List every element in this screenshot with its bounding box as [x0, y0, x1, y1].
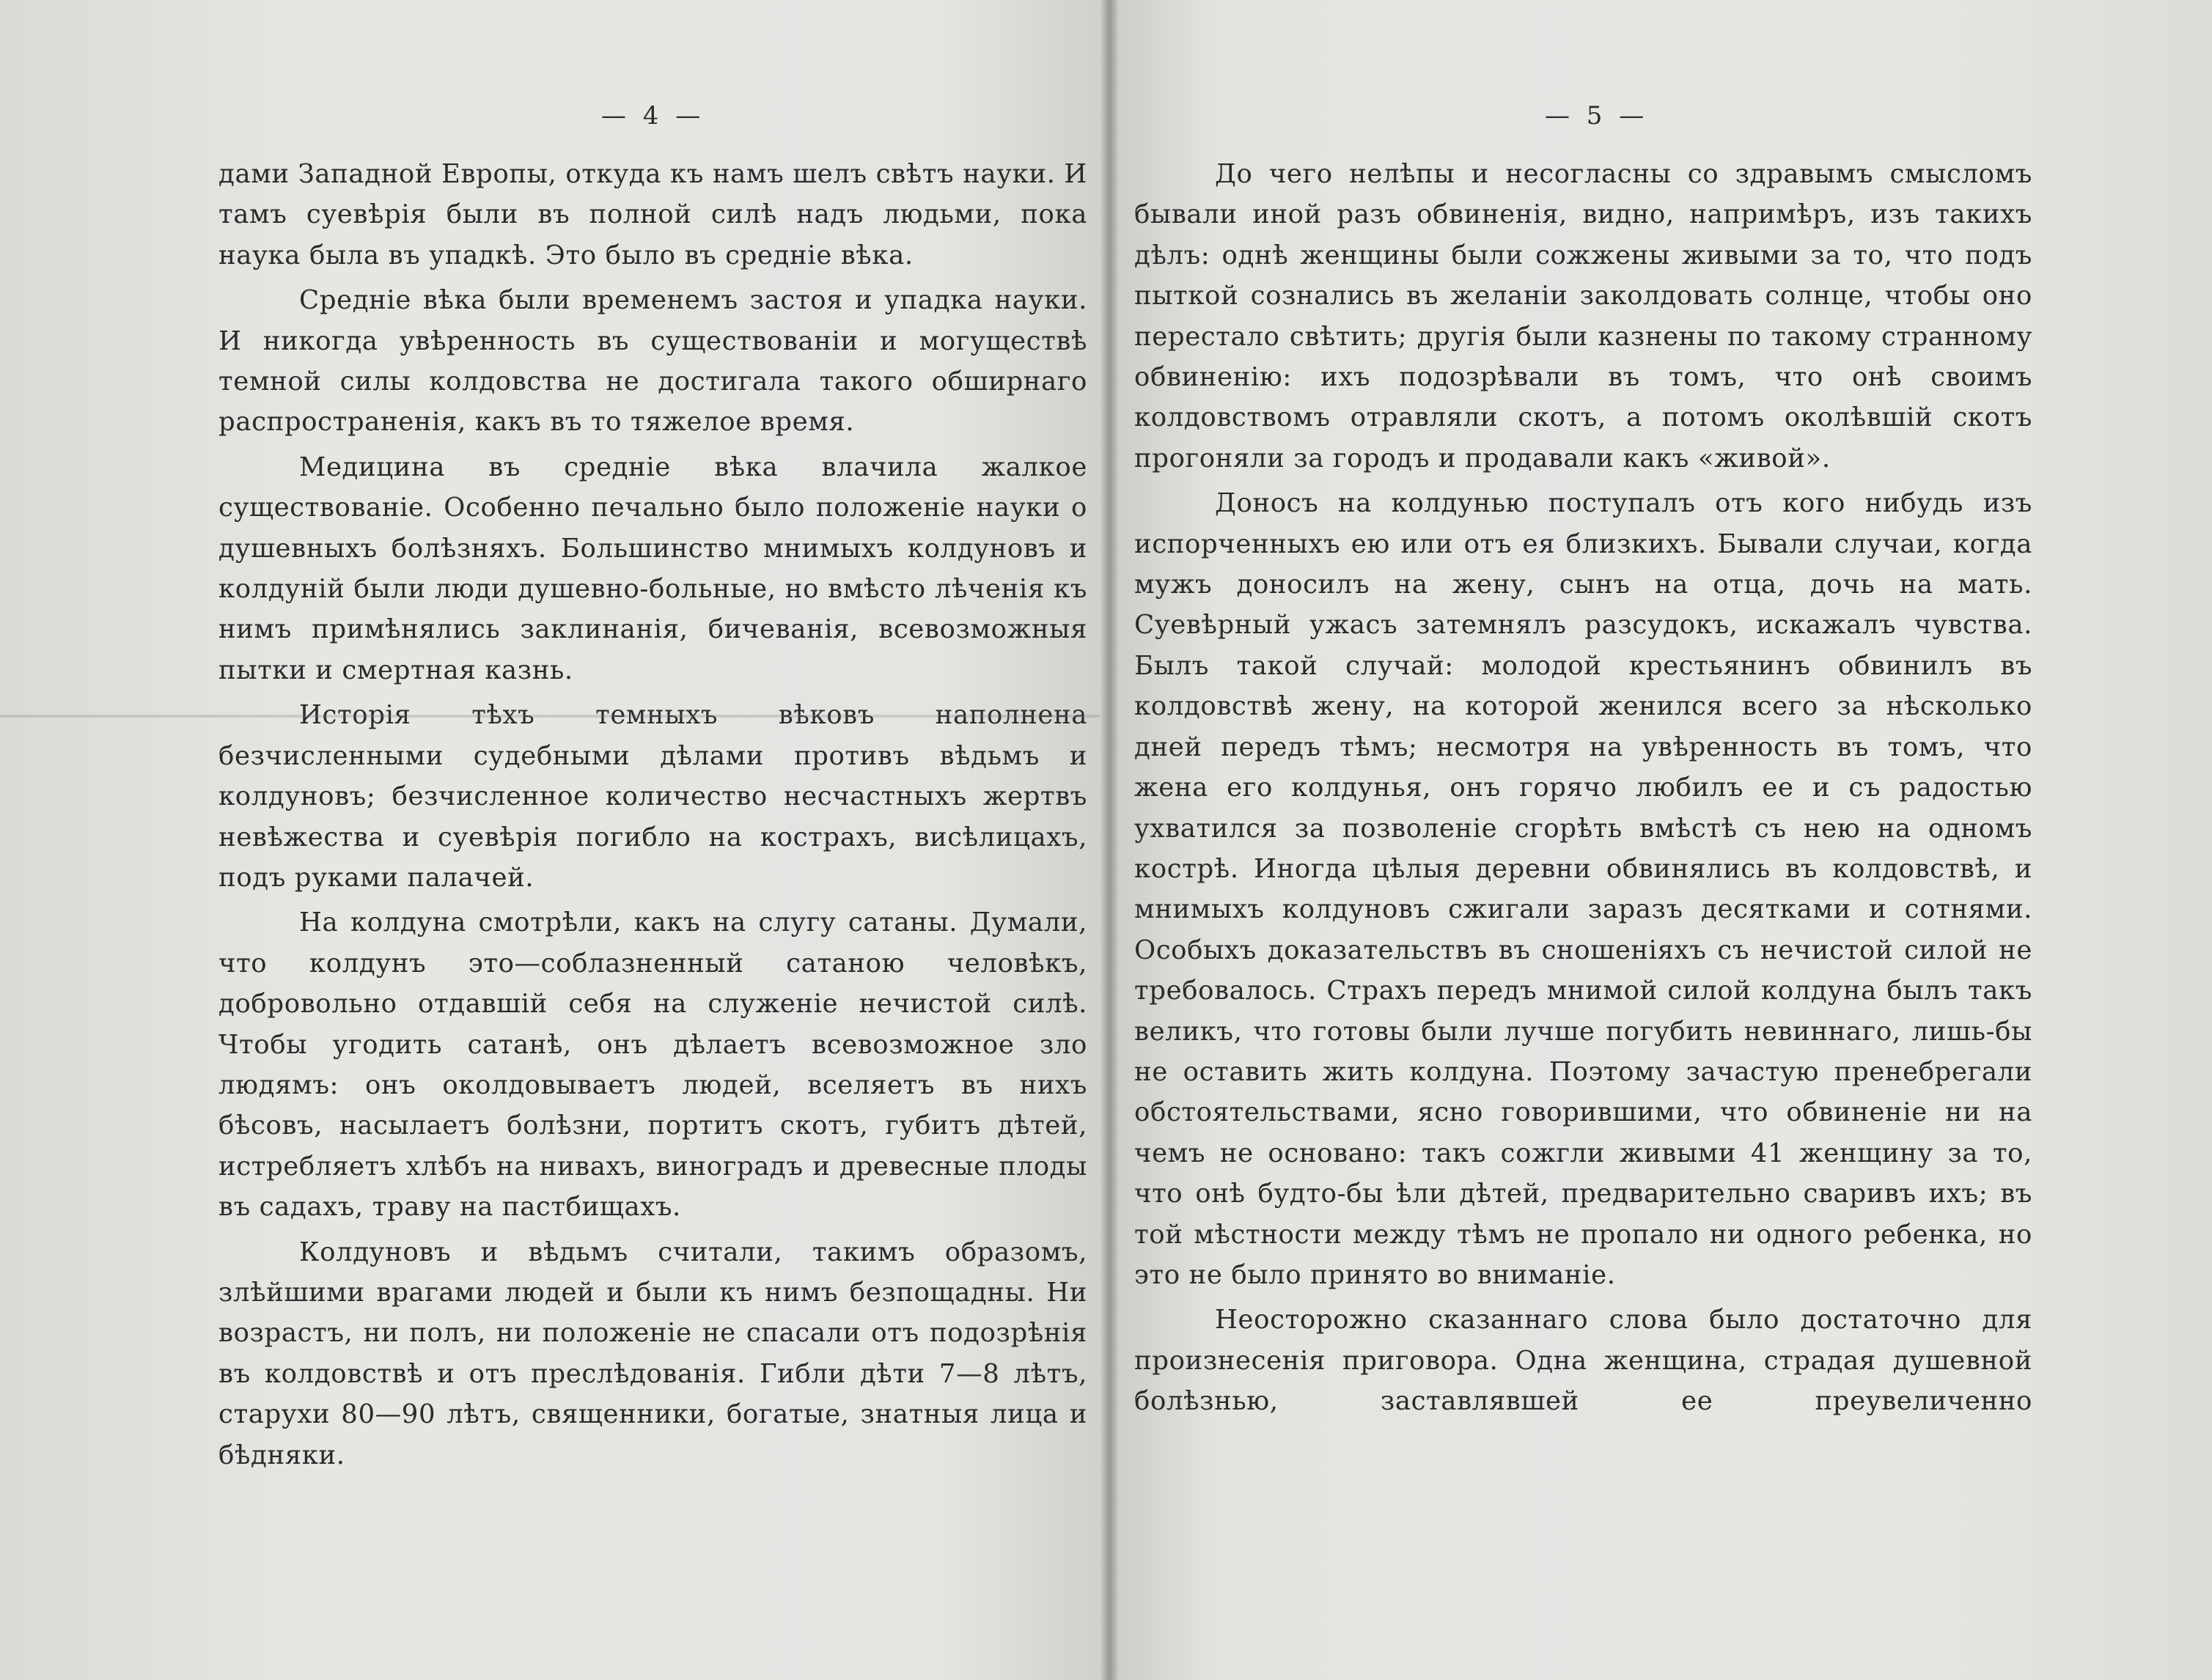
right-text-column [1134, 154, 2032, 1426]
page-number-right: — 5 — [1545, 101, 1649, 130]
book-gutter [1100, 0, 1119, 1680]
left-text-column [218, 154, 1087, 1480]
paper-fold-line [0, 715, 1100, 718]
paragraph: Неосторожно сказаннаго слова было достаточно для произнесенія приговора. Одна женщина, страдая душевной болѣзнью, заставлявшей ее преувеличенно [1134, 1305, 2032, 1417]
paragraph: Средніе вѣка были временемъ застоя и упадка науки. И никогда увѣренность въ существованіи и могуществѣ темной силы колдовства не достигала такого обширнаго распространенія, какъ въ то тяжелое время. [218, 285, 1087, 438]
paragraph: Медицина въ средніе вѣка влачила жалкое существованіе. Особенно печально было положеніе науки о душевныхъ болѣзняхъ. Большинство мнимыхъ колдуновъ и колдуній были люди душевно-больные, но вмѣсто лѣченія къ нимъ примѣнялись заклинанія, бичеванія, всевозможныя пытки и смертная казнь. [218, 452, 1087, 685]
paragraph: Колдуновъ и вѣдьмъ считали, такимъ образомъ, злѣйшими врагами людей и были къ нимъ безпощадны. Ни возрастъ, ни полъ, ни положеніе не спасали отъ подозрѣнія въ колдовствѣ и отъ преслѣдованія. Гибли дѣти 7—8 лѣтъ, старухи 80—90 лѣтъ, священники, богатые, знатныя лица и бѣдняки. [218, 1237, 1087, 1470]
paragraph: До чего нелѣпы и несогласны со здравымъ смысломъ бывали иной разъ обвиненія, видно, напримѣръ, изъ такихъ дѣлъ: однѣ женщины были сожжены живыми за то, что подъ пыткой сознались въ желаніи заколдовать солнце, чтобы оно перестало свѣтить; другія были казнены по такому странному обвиненію: ихъ подозрѣвали въ томъ, что онѣ своимъ колдовствомъ отравляли скотъ, а потомъ околѣвшій скотъ прогоняли за городъ и продавали какъ «живой». [1134, 159, 2032, 474]
page-number-left: — 4 — [601, 101, 705, 130]
paragraph: дами Западной Европы, откуда къ намъ шелъ свѣтъ науки. И тамъ суевѣрія были въ полной силѣ надъ людьми, пока наука была въ упадкѣ. Это было въ средніе вѣка. [218, 159, 1087, 270]
paragraph: На колдуна смотрѣли, какъ на слугу сатаны. Думали, что колдунъ это—соблазненный сатаною человѣкъ, добровольно отдавшій себя на служеніе нечистой силѣ. Чтобы угодить сатанѣ, онъ дѣлаетъ всевозможное зло людямъ: онъ околдовываетъ людей, вселяетъ въ нихъ бѣсовъ, насылаетъ болѣзни, портитъ скотъ, губитъ дѣтей, истребляетъ хлѣбъ на нивахъ, виноградъ и древесные плоды въ садахъ, траву на пастбищахъ. [218, 907, 1087, 1223]
paragraph: Доносъ на колдунью поступалъ отъ кого нибудь изъ испорченныхъ ею или отъ ея близкихъ. Бывали случаи, когда мужъ доносилъ на жену, сынъ на отца, дочь на мать. Суевѣрный ужасъ затемнялъ разсудокъ, искажалъ чувства. Былъ такой случай: молодой крестьянинъ обвинилъ въ колдовствѣ жену, на которой женился всего за нѣсколько дней передъ тѣмъ; несмотря на увѣренность въ томъ, что жена его колдунья, онъ горячо любилъ ее и съ радостью ухватился за позволеніе сгорѣть вмѣстѣ съ нею на одномъ кострѣ. Иногда цѣлыя деревни обвинялись въ колдовствѣ, и мнимыхъ колдуновъ сжигали заразъ десятками и сотнями. Особыхъ доказательствъ въ сношеніяхъ съ нечистой силой не требовалось. Страхъ передъ мнимой силой колдуна былъ такъ великъ, что готовы были лучше погубить невиннаго, лишь-бы не оставить жить колдуна. Поэтому зачастую пренебрегали обстоятельствами, ясно говорившими, что обвиненіе ни на чемъ не основано: такъ сожгли живыми 41 женщину за то, что онѣ будто-бы ѣли дѣтей, предварительно сваривъ ихъ; въ той мѣстности между тѣмъ не пропало ни одного ребенка, но это не было принято во вниманіе. [1134, 488, 2032, 1290]
paragraph: Исторія тѣхъ темныхъ вѣковъ наполнена безчисленными судебными дѣлами противъ вѣдьмъ и колдуновъ; безчисленное количество несчастныхъ жертвъ невѣжества и суевѣрія погибло на кострахъ, висѣлицахъ, подъ руками палачей. [218, 700, 1087, 893]
right-page [1109, 0, 2212, 1680]
